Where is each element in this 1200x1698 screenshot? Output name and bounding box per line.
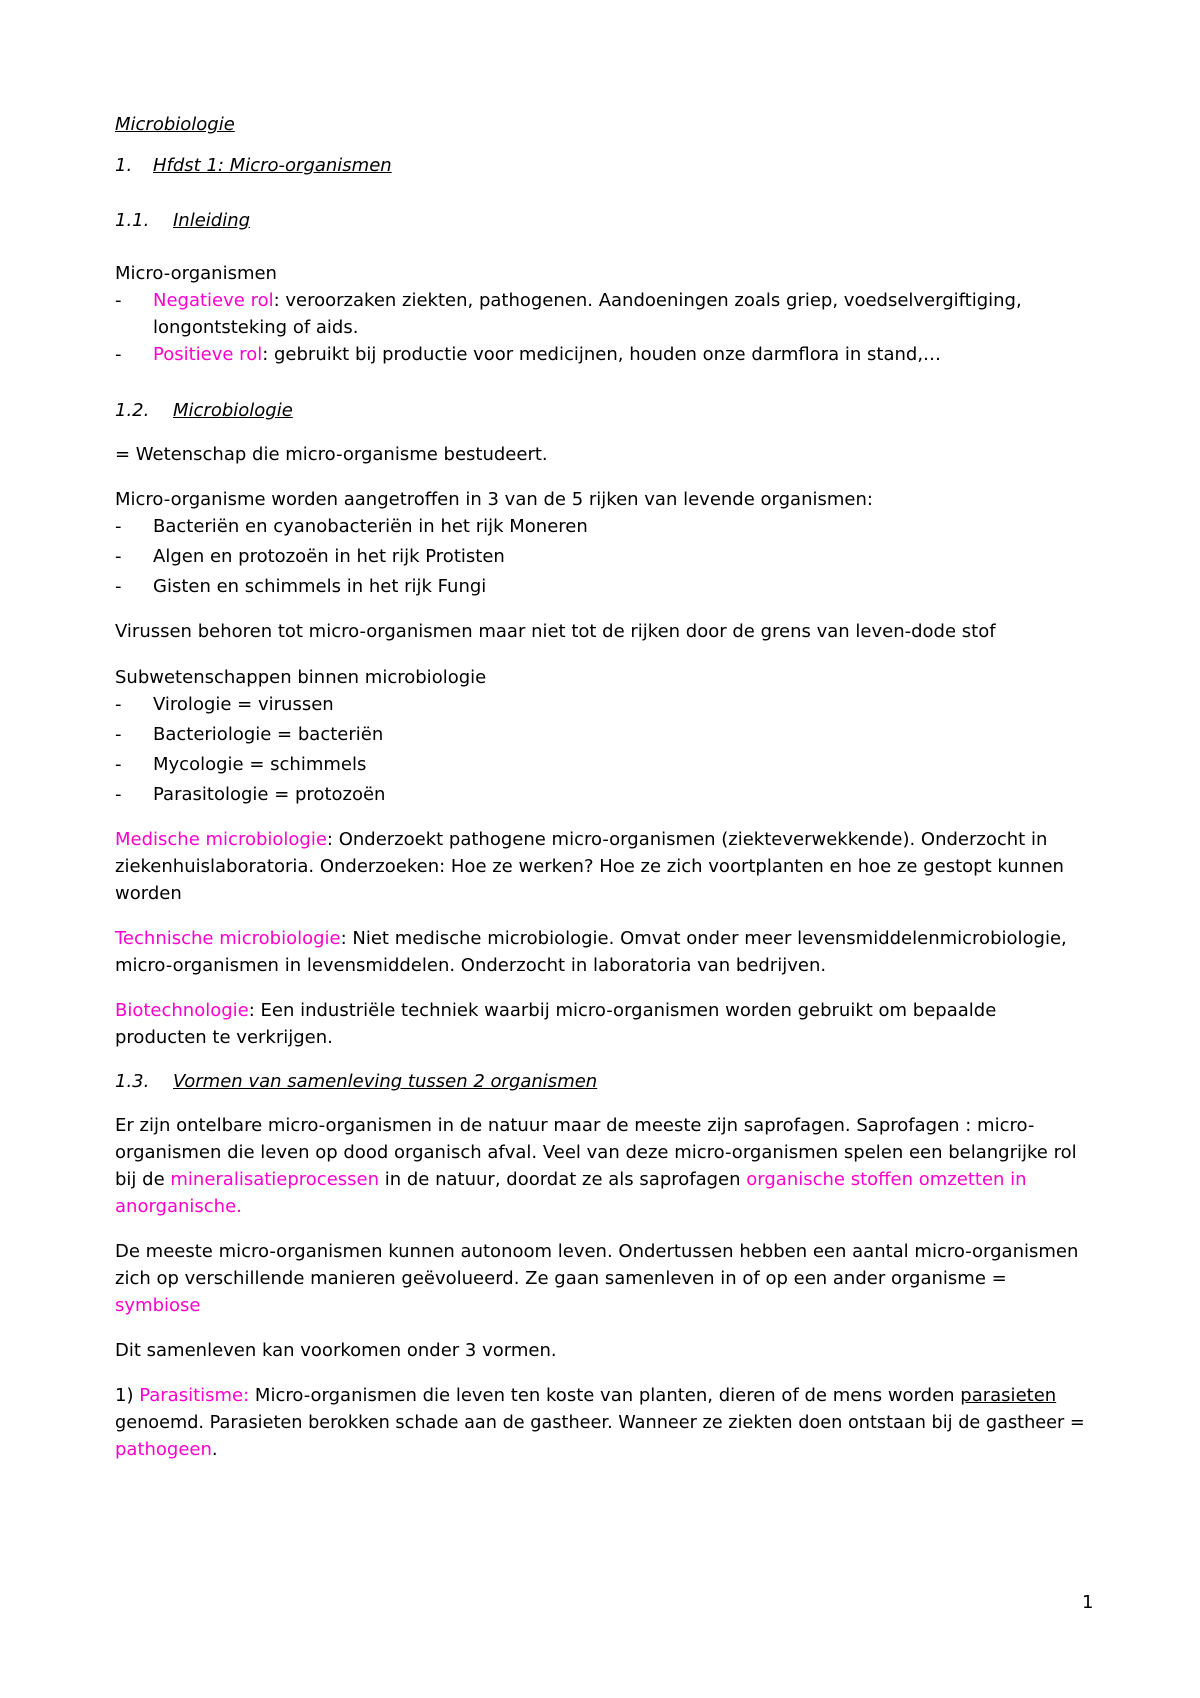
subwetenschappen-intro: Subwetenschappen binnen microbiologie — [115, 667, 487, 688]
page-number: 1 — [1082, 1592, 1094, 1613]
intro-label: Micro-organismen — [115, 263, 277, 284]
medische-microbiologie-line-3: worden — [115, 883, 182, 904]
heading-1-3-text: Vormen van samenleving tussen 2 organismen — [173, 1071, 598, 1092]
technische-microbiologie-term: Technische microbiologie — [115, 928, 341, 949]
heading-1-1 — [115, 208, 815, 234]
heading-1-2 — [115, 398, 815, 424]
negatieve-rol-continuation: longontsteking of aids. — [153, 317, 359, 338]
period: . — [211, 1439, 218, 1460]
list-item-text: Gisten en schimmels in het rijk Fungi — [153, 576, 487, 597]
bullet-negatieve-rol — [115, 288, 1065, 314]
list-item — [115, 752, 1065, 778]
saprofagen-text: in de natuur, doordat ze als saprofagen — [379, 1169, 747, 1190]
list-item-text: Bacteriologie = bacteriën — [153, 724, 384, 745]
bullet-dash: - — [115, 546, 122, 567]
heading-1-2-number: 1.2. — [115, 400, 150, 421]
heading-1-1-text: Inleiding — [173, 210, 251, 231]
list-item-text: Algen en protozoën in het rijk Protisten — [153, 546, 505, 567]
list-item — [115, 514, 1065, 540]
vormen-paragraph: Dit samenleven kan voorkomen onder 3 vormen. — [115, 1340, 557, 1361]
heading-1-3 — [115, 1069, 915, 1095]
negatieve-rol-text: : veroorzaken ziekten, pathogenen. Aandoeningen zoals griep, voedselvergiftiging, — [273, 290, 1022, 311]
parasitisme-term: Parasitisme: — [139, 1385, 250, 1406]
medische-microbiologie-line-2: ziekenhuislaboratoria. Onderzoeken: Hoe ze werken? Hoe ze zich voortplanten en hoe ze gestopt kunnen — [115, 856, 1064, 877]
biotechnologie-text: : Een industriële techniek waarbij micro-organismen worden gebruikt om bepaalde — [248, 1000, 997, 1021]
heading-1-2-text: Microbiologie — [173, 400, 293, 421]
symbiose-line-2: zich op verschillende manieren geëvolueerd. Ze gaan samenleven in of op een ander organisme = — [115, 1268, 1007, 1289]
saprofagen-text: bij de — [115, 1169, 171, 1190]
heading-1-number: 1. — [115, 155, 133, 176]
parasitisme-line-1 — [115, 1383, 1056, 1409]
heading-1-text: Hfdst 1: Micro-organismen — [153, 155, 392, 176]
heading-1-3-number: 1.3. — [115, 1071, 150, 1092]
symbiose-term: symbiose — [115, 1295, 201, 1316]
medische-microbiologie-text: : Onderzoekt pathogene micro-organismen (ziekteverwekkende). Onderzocht in — [326, 829, 1048, 850]
list-item — [115, 692, 1065, 718]
list-item — [115, 544, 1065, 570]
technische-microbiologie-text: : Niet medische microbiologie. Omvat onder meer levensmiddelenmicrobiologie, — [340, 928, 1067, 949]
negatieve-rol-term: Negatieve rol — [153, 290, 274, 311]
list-item-text: Bacteriën en cyanobacteriën in het rijk Moneren — [153, 516, 588, 537]
bullet-dash: - — [115, 290, 122, 311]
technische-microbiologie-line-1 — [115, 926, 1067, 952]
bullet-dash: - — [115, 576, 122, 597]
bullet-positieve-rol — [115, 342, 1065, 368]
organische-stoffen-term: organische stoffen omzetten in — [746, 1169, 1027, 1190]
list-item — [115, 782, 1065, 808]
positieve-rol-term: Positieve rol — [153, 344, 263, 365]
bullet-dash: - — [115, 694, 122, 715]
symbiose-line-1: De meeste micro-organismen kunnen autonoom leven. Ondertussen hebben een aantal micro-organismen — [115, 1241, 1079, 1262]
list-item — [115, 574, 1065, 600]
list-item-text: Virologie = virussen — [153, 694, 334, 715]
saprofagen-line-2: organismen die leven op dood organisch afval. Veel van deze micro-organismen spelen een belangrijke rol — [115, 1142, 1077, 1163]
saprofagen-line-1: Er zijn ontelbare micro-organismen in de natuur maar de meeste zijn saprofagen. Saprofagen : micro- — [115, 1115, 1035, 1136]
biotechnologie-line-2: producten te verkrijgen. — [115, 1027, 333, 1048]
medische-microbiologie-line-1 — [115, 827, 1047, 853]
biotechnologie-line-1 — [115, 998, 996, 1024]
bullet-dash: - — [115, 516, 122, 537]
pathogeen-term: pathogeen — [115, 1439, 212, 1460]
bullet-dash: - — [115, 754, 122, 775]
mineralisatieprocessen-term: mineralisatieprocessen — [170, 1169, 380, 1190]
parasitisme-line-2: genoemd. Parasieten berokken schade aan de gastheer. Wanneer ze ziekten doen ontstaan bij de gastheer = — [115, 1412, 1085, 1433]
bullet-dash: - — [115, 724, 122, 745]
document-title: Microbiologie — [115, 114, 235, 135]
parasieten-term: parasieten — [960, 1385, 1057, 1406]
list-item-text: Mycologie = schimmels — [153, 754, 367, 775]
anorganische-term: anorganische. — [115, 1196, 242, 1217]
biotechnologie-term: Biotechnologie — [115, 1000, 249, 1021]
heading-1 — [115, 153, 815, 179]
parasitisme-text: Micro-organismen die leven ten koste van planten, dieren of de mens worden — [249, 1385, 961, 1406]
definition: = Wetenschap die micro-organisme bestudeert. — [115, 444, 548, 465]
bullet-dash: - — [115, 784, 122, 805]
medische-microbiologie-term: Medische microbiologie — [115, 829, 327, 850]
virussen-paragraph: Virussen behoren tot micro-organismen maar niet tot de rijken door de grens van leven-dode stof — [115, 621, 996, 642]
parasitisme-line-3 — [115, 1437, 218, 1463]
heading-1-1-number: 1.1. — [115, 210, 150, 231]
list-item-text: Parasitologie = protozoën — [153, 784, 386, 805]
parasitisme-number: 1) — [115, 1385, 140, 1406]
bullet-dash: - — [115, 344, 122, 365]
list-item — [115, 722, 1065, 748]
positieve-rol-text: : gebruikt bij productie voor medicijnen, houden onze darmflora in stand,… — [262, 344, 942, 365]
saprofagen-line-3 — [115, 1167, 1027, 1193]
technische-microbiologie-line-2: micro-organismen in levensmiddelen. Onderzocht in laboratoria van bedrijven. — [115, 955, 827, 976]
rijken-intro: Micro-organisme worden aangetroffen in 3 van de 5 rijken van levende organismen: — [115, 489, 873, 510]
